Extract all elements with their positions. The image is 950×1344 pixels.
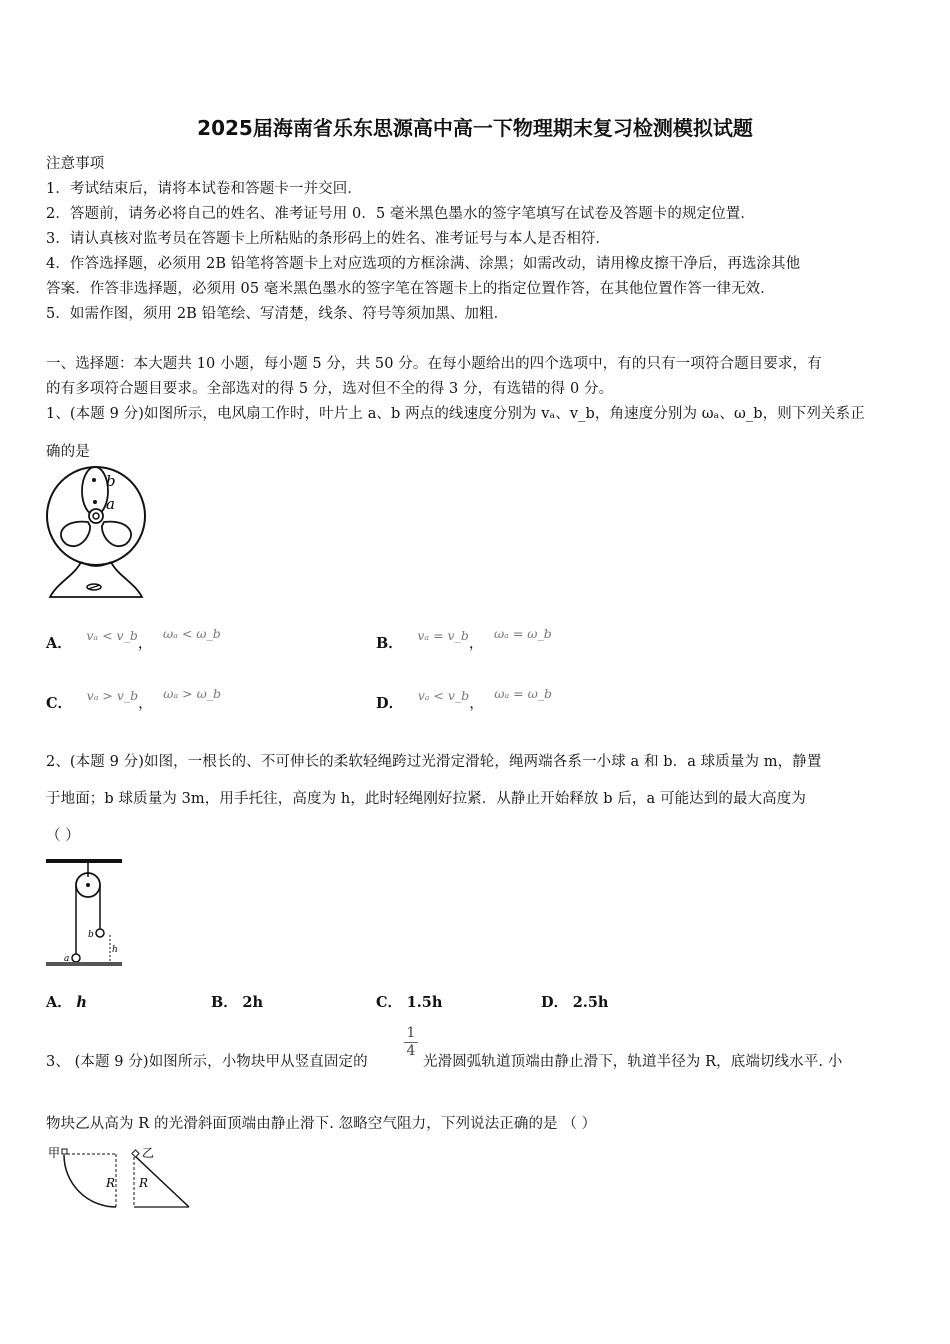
q2-stem-line1: 2、(本题 9 分)如图，一根长的、不可伸长的柔软轻绳跨过光滑定滑轮，绳两端各系一小球 a 和 b．a 球质量为 m，静置 xyxy=(46,754,822,770)
q3-fig-label-r1: R xyxy=(106,1176,116,1190)
section-intro-line2: 的有多项符合题目要求。全部选对的得 5 分，选对但不全的得 3 分，有选错的得 0 分。 xyxy=(46,381,614,397)
q1-option-c-left: vₐ > v_b xyxy=(86,688,139,703)
q1-option-c[interactable]: C． vₐ > v_b， ωₐ > ω_b xyxy=(46,686,222,712)
q1-option-a[interactable]: A． vₐ < v_b， ωₐ < ω_b xyxy=(46,626,221,652)
q2-fig-label-b: b xyxy=(88,930,94,940)
q2-option-b-value: 2h xyxy=(242,994,264,1011)
q2-fig-label-a: a xyxy=(64,954,70,964)
q2-option-d-label: D． xyxy=(541,994,569,1011)
q3-fraction-denominator: 4 xyxy=(404,1042,418,1060)
q2-option-b[interactable] xyxy=(211,991,263,1012)
q1-option-b-label: B． xyxy=(376,635,403,652)
q3-track-figure xyxy=(44,1143,194,1213)
q1-option-b-left: vₐ = v_b xyxy=(417,628,469,643)
q3-fig-label-r2: R xyxy=(139,1176,149,1190)
q1-fig-label-a: a xyxy=(106,495,115,513)
q3-fig-label-jia: 甲 xyxy=(48,1146,61,1160)
q2-stem-line3: （ ） xyxy=(46,828,80,844)
q3-stem-line1-post: 光滑圆弧轨道顶端由静止滑下，轨道半径为 R，底端切线水平. 小 xyxy=(423,1054,843,1070)
q2-option-b-label: B． xyxy=(211,994,238,1011)
q2-pulley-figure xyxy=(44,855,124,970)
q1-option-c-right: ωₐ > ω_b xyxy=(163,686,222,701)
notice-item-3: 3．请认真核对监考员在答题卡上所粘贴的条形码上的姓名、准考证号与本人是否相符． xyxy=(46,231,611,247)
q1-option-b-right: ωₐ = ω_b xyxy=(493,626,552,641)
q1-option-d-left: vₐ < v_b xyxy=(417,688,470,703)
q2-option-c-label: C． xyxy=(376,994,403,1011)
q1-stem-line1: 1、(本题 9 分)如图所示，电风扇工作时，叶片上 a、b 两点的线速度分别为 vₐ、v_b，角速度分别为 ωₐ、ω_b，则下列关系正 xyxy=(46,406,865,422)
q1-option-c-label: C． xyxy=(46,695,73,712)
notice-item-4: 4．作答选择题，必须用 2B 铅笔将答题卡上对应选项的方框涂满、涂黑；如需改动，请用橡皮擦干净后，再选涂其他 xyxy=(46,256,801,272)
notice-item-5: 5．如需作图，须用 2B 铅笔绘、写清楚，线条、符号等须加黑、加粗． xyxy=(46,306,509,322)
q1-option-b[interactable]: B． vₐ = v_b， ωₐ = ω_b xyxy=(376,626,552,652)
section-intro-line1: 一、选择题：本大题共 10 小题，每小题 5 分，共 50 分。在每小题给出的四个选项中，有的只有一项符合题目要求，有 xyxy=(46,356,822,372)
page-title: 2025届海南省乐东思源高中高一下物理期末复习检测模拟试题 xyxy=(197,116,753,140)
q1-option-d[interactable]: D． vₐ < v_b， ωₐ = ω_b xyxy=(376,686,553,712)
notice-item-4-cont: 答案．作答非选择题，必须用 05 毫米黑色墨水的签字笔在答题卡上的指定位置作答，在其他位置作答一律无效． xyxy=(46,281,775,297)
q3-stem-line2: 物块乙从高为 R 的光滑斜面顶端由静止滑下. 忽略空气阻力，下列说法正确的是 （ ） xyxy=(46,1116,597,1132)
q1-fan-figure xyxy=(44,464,146,604)
q1-option-d-right: ωₐ = ω_b xyxy=(494,686,553,701)
q3-fig-label-yi: 乙 xyxy=(142,1146,155,1160)
q2-stem-line2: 于地面；b 球质量为 3m，用手托往，高度为 h，此时轻绳刚好拉紧．从静止开始释放 b 后，a 可能达到的最大高度为 xyxy=(46,791,806,807)
q1-fig-label-b: b xyxy=(106,472,116,490)
notice-item-1: 1．考试结束后，请将本试卷和答题卡一并交回． xyxy=(46,181,362,197)
q1-option-d-label: D． xyxy=(376,695,404,712)
q3-stem-line1-pre: 3、 (本题 9 分)如图所示，小物块甲从竖直固定的 xyxy=(46,1054,368,1070)
q2-option-c[interactable] xyxy=(376,991,442,1012)
q3-fraction-numerator: 1 xyxy=(406,1025,416,1041)
q2-option-c-value: 1.5h xyxy=(406,994,443,1011)
q2-option-d-value: 2.5h xyxy=(572,994,609,1011)
q2-option-a-label: A． xyxy=(46,994,72,1011)
q1-option-a-label: A． xyxy=(46,635,72,652)
q1-option-a-right: ωₐ < ω_b xyxy=(162,626,221,641)
notice-item-2: 2．答题前，请务必将自己的姓名、准考证号用 0．5 毫米黑色墨水的签字笔填写在试卷及答题卡的规定位置． xyxy=(46,206,755,222)
notice-heading: 注意事项 xyxy=(46,156,105,172)
q2-option-d[interactable] xyxy=(541,991,608,1012)
q3-fraction xyxy=(404,1025,418,1060)
q2-fig-label-h: h xyxy=(112,945,118,955)
q2-option-a[interactable] xyxy=(46,991,87,1012)
q1-stem-line2: 确的是 xyxy=(46,444,90,460)
q1-option-a-left: vₐ < v_b xyxy=(86,628,138,643)
q2-option-a-value: h xyxy=(76,994,87,1011)
